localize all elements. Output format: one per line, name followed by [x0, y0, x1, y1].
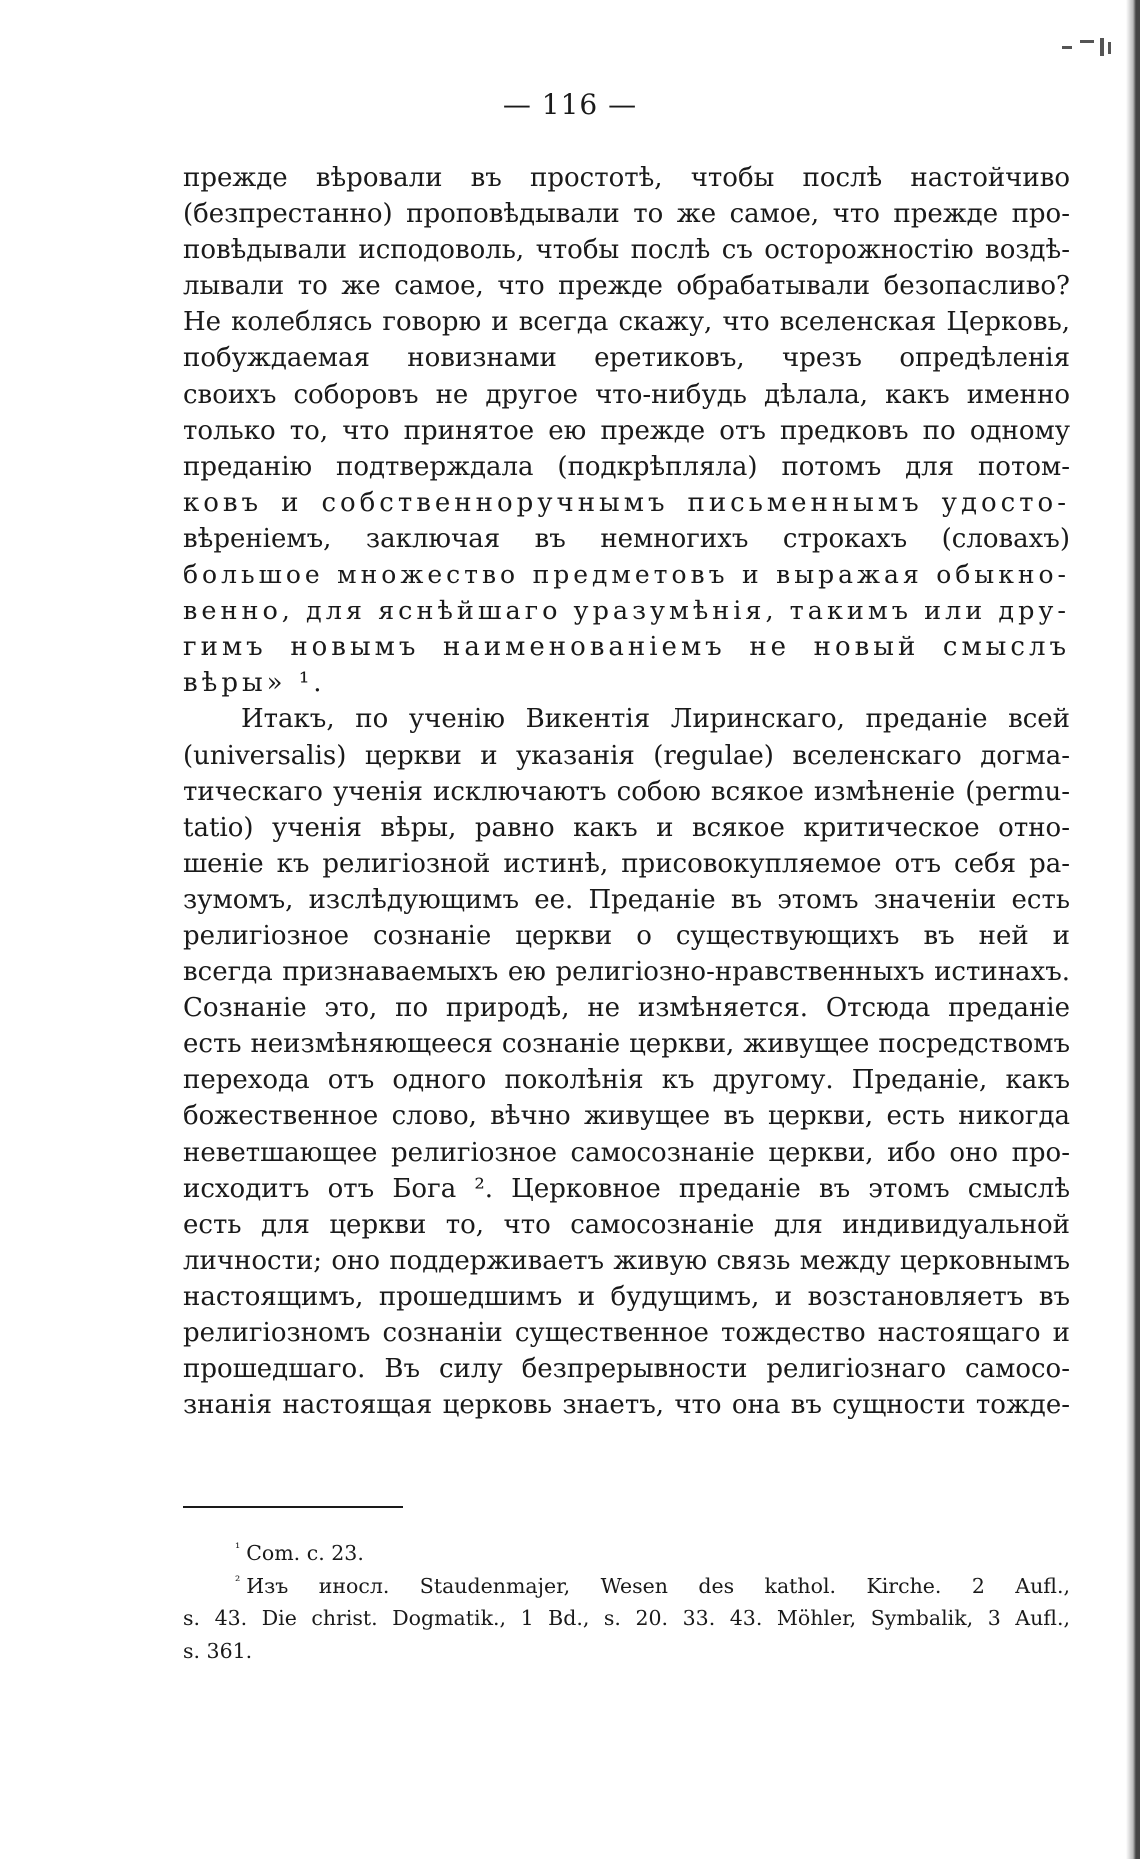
text-line: есть неизмѣняющееся сознаніе церкви, живущее посредствомъ: [183, 1029, 1070, 1060]
text-line: прежде вѣровали въ простотѣ, чтобы послѣ настойчиво: [183, 163, 1070, 193]
text-line: Сознаніе это, по природѣ, не измѣняется. Отсюда преданіе: [183, 993, 1070, 1024]
footnote-text: Com. c. 23.: [246, 1541, 364, 1565]
text-line: исходитъ отъ Бога ². Церковное преданіе въ этомъ смыслѣ: [183, 1173, 1070, 1204]
text-line: только то, что принятое ею прежде отъ предковъ по одному: [183, 415, 1070, 446]
text-line: настоящимъ, прошедшимъ и будущимъ, и возстановляетъ въ: [183, 1281, 1070, 1312]
footnote-marker: ¹: [235, 1541, 241, 1556]
text-line: прошедшаго. Въ силу безпрерывности религіознаго самосо-: [183, 1354, 1070, 1385]
text-line: знанія настоящая церковь знаетъ, что она въ сущности тожде-: [183, 1390, 1070, 1421]
footnote-2: [183, 1570, 1070, 1603]
text-line: зумомъ, изслѣдующимъ ее. Преданіе въ этомъ значеніи есть: [183, 884, 1070, 915]
text-line: (universalis) церкви и указанія (regulae) вселенскаго догма-: [183, 740, 1070, 771]
text-line: религіозное сознаніе церкви о существующихъ въ ней и: [183, 920, 1070, 951]
text-line: вѣреніемъ, заключая въ немногихъ строкахъ (словахъ): [183, 523, 1070, 554]
text-line: тическаго ученія исключаютъ собою всякое измѣненіе (permu-: [183, 776, 1070, 807]
text-line: шеніе къ религіозной истинѣ, присовокупляемое отъ себя ра-: [183, 848, 1070, 879]
text-line: лывали то же самое, что прежде обрабатывали безопасливо?: [183, 271, 1070, 302]
text-line: личности; оно поддерживаетъ живую связь между церковнымъ: [183, 1245, 1070, 1276]
text-line: большое множество предметовъ и выражая обыкно-: [183, 560, 1070, 590]
text-line: Не колеблясь говорю и всегда скажу, что вселенская Церковь,: [183, 307, 1070, 338]
text-line: Итакъ, по ученію Викентія Лиринскаго, преданіе всей: [241, 704, 1070, 735]
text-line: перехода отъ одного поколѣнія къ другому. Преданіе, какъ: [183, 1065, 1070, 1096]
footnote-separator: [183, 1506, 403, 1508]
footnote-1: [183, 1537, 1070, 1570]
footnote-text: Изъ иносл. Staudenmajer, Wesen des kathol. Kirche. 2 Aufl.,: [246, 1573, 1070, 1598]
text-line: венно, для яснѣйшаго уразумѣнія, такимъ или дру-: [183, 596, 1070, 627]
footnotes: [183, 1537, 1070, 1667]
text-line: преданію подтверждала (подкрѣпляла) потомъ для потом-: [183, 451, 1070, 482]
text-line: ковъ и собственноручнымъ письменнымъ удосто-: [183, 487, 1070, 518]
text-line: своихъ соборовъ не другое что-нибудь дѣлала, какъ именно: [183, 379, 1070, 410]
text-line: религіозномъ сознаніи существенное тождество настоящаго и: [183, 1318, 1070, 1348]
text-line: гимъ новымъ наименованіемъ не новый смыслъ: [183, 632, 1070, 663]
scan-mark: [1062, 38, 1122, 60]
page-edge-shadow: [1126, 0, 1140, 1859]
text-line: божественное слово, вѣчно живущее въ церкви, есть никогда: [183, 1101, 1070, 1132]
text-line: (безпрестанно) проповѣдывали то же самое, что прежде про-: [183, 199, 1070, 230]
footnote-2-line: s. 361.: [183, 1638, 253, 1663]
text-line: неветшающее религіозное самосознаніе церкви, ибо оно про-: [183, 1137, 1070, 1168]
footnote-2-line: s. 43. Die christ. Dogmatik., 1 Bd., s. 20. 33. 43. Möhler, Symbalik, 3 Aufl.,: [183, 1606, 1070, 1630]
text-line: вѣры» ¹.: [183, 668, 326, 699]
text-line: всегда признаваемыхъ ею религіозно-нравственныхъ истинахъ.: [183, 957, 1070, 988]
body-text: [183, 160, 1070, 1423]
text-line: повѣдывали исподоволь, чтобы послѣ съ осторожностію воздѣ-: [183, 235, 1070, 266]
text-line: побуждаемая новизнами еретиковъ, чрезъ опредѣленія: [183, 343, 1070, 374]
page-number: — 116 —: [502, 88, 638, 121]
text-line: есть для церкви то, что самосознаніе для индивидуальной: [183, 1209, 1070, 1240]
text-line: tatio) ученія вѣры, равно какъ и всякое критическое отно-: [183, 812, 1070, 843]
footnote-marker: ²: [235, 1573, 241, 1589]
